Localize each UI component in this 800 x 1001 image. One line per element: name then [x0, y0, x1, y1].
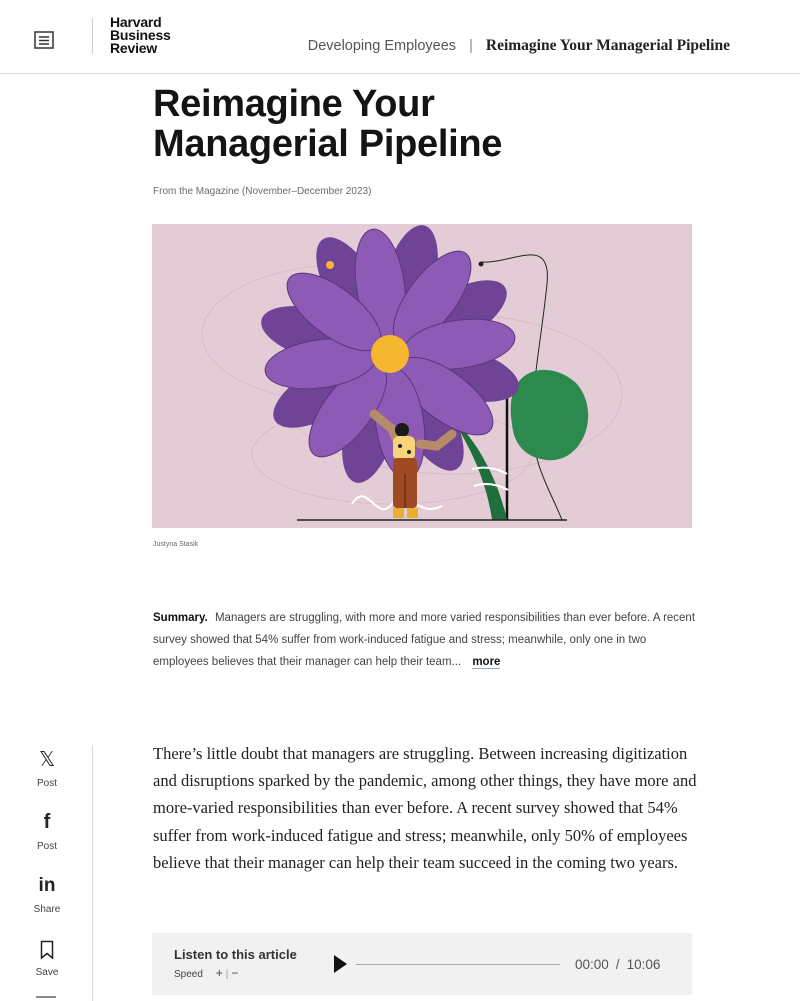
breadcrumb-section-link[interactable]: Developing Employees — [307, 38, 457, 54]
audio-progress-track[interactable] — [356, 964, 560, 965]
hero-illustration — [152, 224, 692, 528]
article-summary — [153, 607, 698, 673]
speed-control — [174, 966, 238, 980]
title-line: Managerial Pipeline — [153, 123, 503, 165]
flower-illustration — [152, 224, 692, 528]
title-line: Reimagine Your — [153, 83, 435, 125]
logo-divider — [92, 18, 93, 54]
summary-text: Managers are struggling, with more and more varied responsibilities than ever before. A recent survey showed that 54% suffer from work-induced fatigue and stress; meanwhile, only one in two employees believes that their manager can help their team... — [153, 612, 696, 668]
logo-line: Business — [110, 27, 171, 43]
share-linkedin-button[interactable] — [22, 871, 72, 934]
breadcrumb — [308, 37, 730, 55]
flower-center — [371, 335, 409, 373]
share-label: Post — [36, 841, 57, 852]
magazine-source: From the Magazine (November–December 2023) — [153, 186, 372, 197]
article-body-paragraph: There’s little doubt that managers are struggling. Between increasing digitization and disruptions sparked by the pandemic, among other things, they have more and more-varied responsibilities than ever before. A recent survey showed that 54% suffer from work-induced fatigue and stress; meanwhile, only 50% of employees believe that their manager can help their team succeed in the coming two years. — [153, 744, 697, 872]
share-x-button[interactable] — [22, 745, 72, 808]
speed-decrease-button[interactable]: − — [231, 966, 239, 980]
logo-line: Review — [110, 40, 158, 56]
more-share-indicator — [36, 996, 56, 998]
menu-icon — [30, 28, 58, 52]
current-time: 00:00 — [575, 957, 609, 972]
speed-divider: | — [225, 969, 229, 980]
breadcrumb-separator: | — [469, 38, 473, 54]
site-header — [0, 0, 800, 74]
page-title — [153, 84, 633, 164]
menu-button[interactable] — [30, 28, 58, 52]
flower-petals — [255, 224, 525, 489]
save-button[interactable] — [22, 934, 72, 997]
facebook-icon: f — [43, 811, 51, 833]
linkedin-icon: in — [38, 875, 56, 896]
audio-time — [575, 957, 660, 972]
x-icon: 𝕏 — [38, 747, 56, 771]
speed-label: Speed — [174, 969, 203, 980]
summary-label: Summary. — [153, 612, 208, 624]
leaf — [511, 370, 588, 460]
time-separator: / — [615, 957, 620, 972]
audio-player — [152, 933, 692, 995]
summary-more-link[interactable]: more — [472, 656, 501, 668]
image-credit: Justyna Stasik — [153, 541, 199, 548]
play-button[interactable] — [332, 954, 348, 974]
share-facebook-button[interactable] — [22, 808, 72, 871]
share-label: Save — [35, 967, 59, 978]
duration: 10:06 — [626, 957, 661, 972]
share-label: Share — [33, 904, 61, 915]
breadcrumb-current: Reimagine Your Managerial Pipeline — [485, 37, 730, 54]
bookmark-icon — [22, 934, 72, 960]
hbr-logo[interactable] — [110, 16, 171, 55]
audio-player-title: Listen to this article — [174, 947, 297, 962]
share-toolbar — [22, 745, 72, 997]
share-divider — [92, 745, 93, 1001]
speed-increase-button[interactable]: + — [215, 966, 223, 980]
play-icon — [332, 954, 348, 974]
logo-line: Harvard — [110, 14, 162, 30]
share-label: Post — [36, 778, 57, 789]
